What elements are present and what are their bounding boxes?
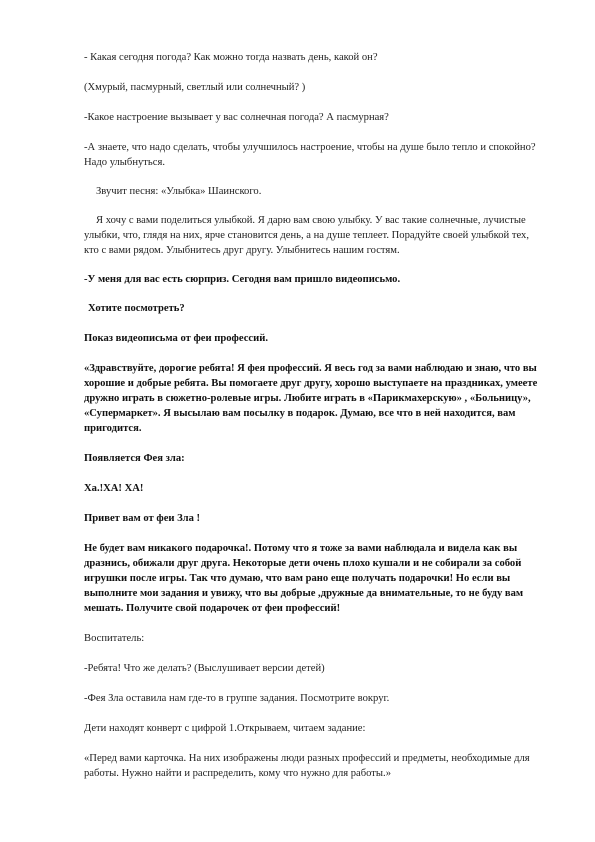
paragraph: -Ребята! Что же делать? (Выслушивает версии детей) [84,663,325,674]
paragraph: Появляется Фея зла: [84,453,185,464]
document-body [84,50,539,781]
paragraph: Воспитатель: [84,633,145,644]
paragraph: (Хмурый, пасмурный, светлый или солнечный? ) [84,82,306,93]
paragraph: - Какая сегодня погода? Как можно тогда назвать день, какой он? [84,52,378,63]
paragraph: Показ видеописьма от феи профессий. [84,333,268,344]
paragraph: «Перед вами карточка. На них изображены люди разных профессий и предметы, необходимые для работы. Нужно найти и распределить, кому что нужно для работы.» [84,753,530,779]
paragraph: -У меня для вас есть сюрприз. Сегодня вам пришло видеописьмо. [84,274,401,285]
paragraph: Звучит песня: «Улыбка» Шаинского. [96,186,262,197]
paragraph: Я хочу с вами поделиться улыбкой. Я дарю вам свою улыбку. У вас такие солнечные, лучистые улыбки, что, глядя на них, ярче становится день, а на душе теплеет. Порадуйте своей улыбкой тех, кто с вами рядом. Улыбнитесь друг другу. Улыбнитесь нашим гостям. [84,215,529,256]
paragraph: -Фея Зла оставила нам где-то в группе задания. Посмотрите вокруг. [84,693,390,704]
paragraph: Дети находят конверт с цифрой 1.Открываем, читаем задание: [84,723,366,734]
paragraph: Хотите посмотреть? [88,303,185,314]
paragraph: «Здравствуйте, дорогие ребята! Я фея профессий. Я весь год за вами наблюдаю и знаю, что вы хорошие и добрые ребята. Вы помогаете друг другу, хорошо выступаете на праздниках, умеете дружно играть в сюжетно-ролевые игры. Любите играть в «Парикмахерскую» , «Больницу», «Супермаркет». Я высылаю вам посылку в подарок. Думаю, все что в ней находится, вам пригодится. [84,363,538,434]
paragraph: Привет вам от феи Зла ! [84,513,201,524]
paragraph: -Какое настроение вызывает у вас солнечная погода? А пасмурная? [84,112,389,123]
paragraph: -А знаете, что надо сделать, чтобы улучшилось настроение, чтобы на душе было тепло и спокойно? Надо улыбнуться. [84,142,536,168]
paragraph: Ха.!ХА! ХА! [84,483,144,494]
paragraph: Не будет вам никакого подарочка!. Потому что я тоже за вами наблюдала и видела как вы дразнись, обижали друг друга. Некоторые дети очень плохо кушали и не собирали за собой игрушки после игры. Так что думаю, что вам рано еще получать подарочки! Но если вы выполните мои задания и увижу, что вы добрые ,дружные да внимательные, то не буду вам мешать. Получите свой подарочек от феи профессий! [84,543,524,614]
